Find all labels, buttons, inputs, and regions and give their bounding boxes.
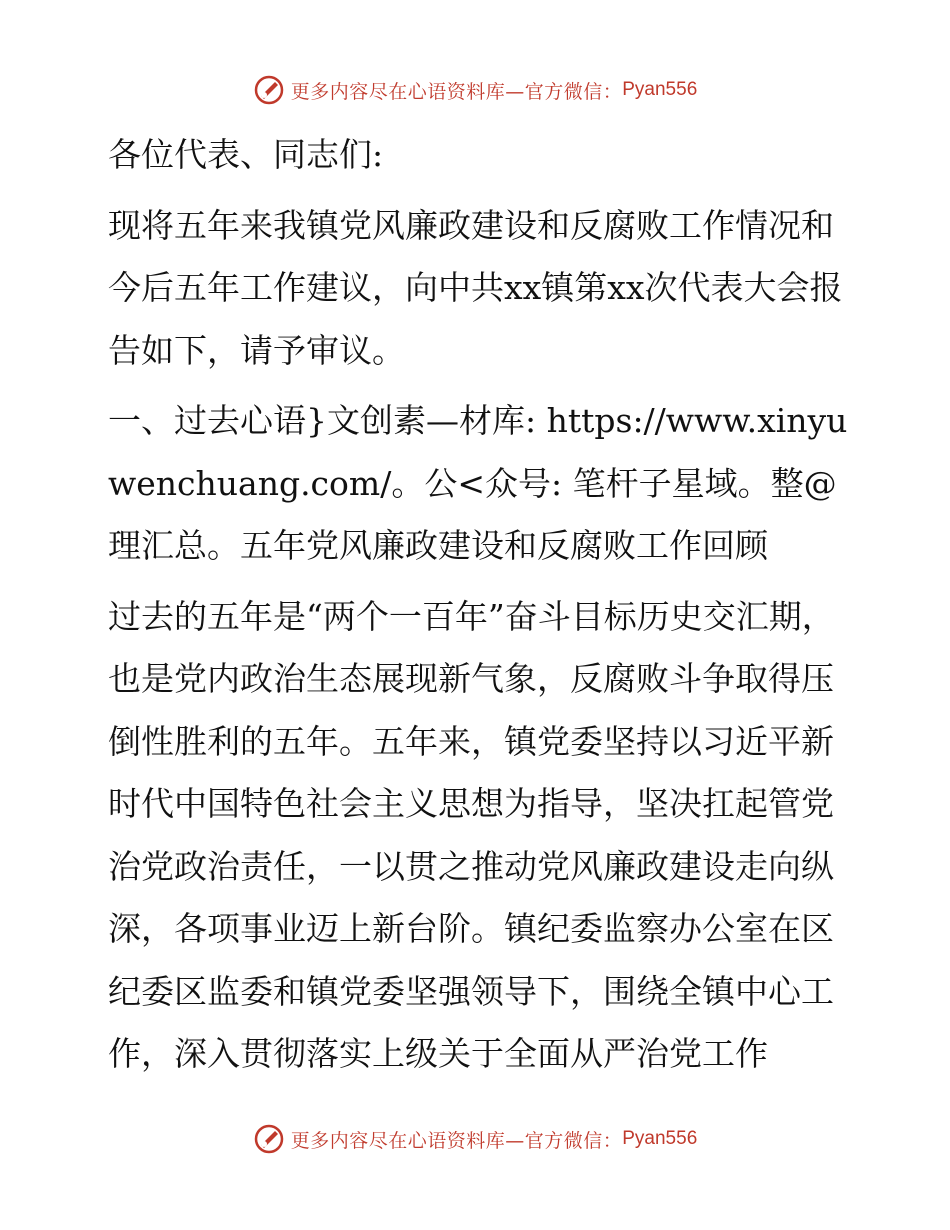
watermark-account: Pyan556 — [622, 1128, 698, 1149]
logo-icon — [253, 74, 285, 106]
document-body — [98, 124, 850, 1086]
watermark-text: 更多内容尽在心语资料库—官方微信： — [290, 1129, 623, 1152]
paragraph-intro: 现将五年来我镇党风廉政建设和反腐败工作情况和今后五年工作建议，向中共xx镇第xx次代表大会报告如下，请予审议。 — [108, 205, 843, 370]
watermark-footer — [0, 1121, 950, 1157]
logo-icon — [253, 1123, 285, 1155]
watermark-text: 更多内容尽在心语资料库—官方微信： — [290, 80, 623, 103]
paragraph-review: 过去的五年是“两个一百年”奋斗目标历史交汇期，也是党内政治生态展现新气象，反腐败斗争取得压倒性胜利的五年。五年来，镇党委坚持以习近平新时代中国特色社会主义思想为指导，坚决扛起管党治党政治责任，一以贯之推动党风廉政建设走向纵深，各项事业迈上新台阶。镇纪委监察办公室在区纪委区监委和镇党委坚强领导下，围绕全镇中心工作，深入贯彻落实上级关于全面从严治党工作 — [108, 596, 835, 1073]
section-heading: 一、过去心语}文创素—材库: https://www.xinyuwenchuang.com/。公<众号: 笔杆子星域。整@理汇总。五年党风廉政建设和反腐败工作回顾 — [108, 401, 848, 565]
salutation: 各位代表、同志们: — [108, 135, 384, 174]
watermark-account: Pyan556 — [622, 79, 698, 100]
watermark-header — [0, 72, 950, 108]
